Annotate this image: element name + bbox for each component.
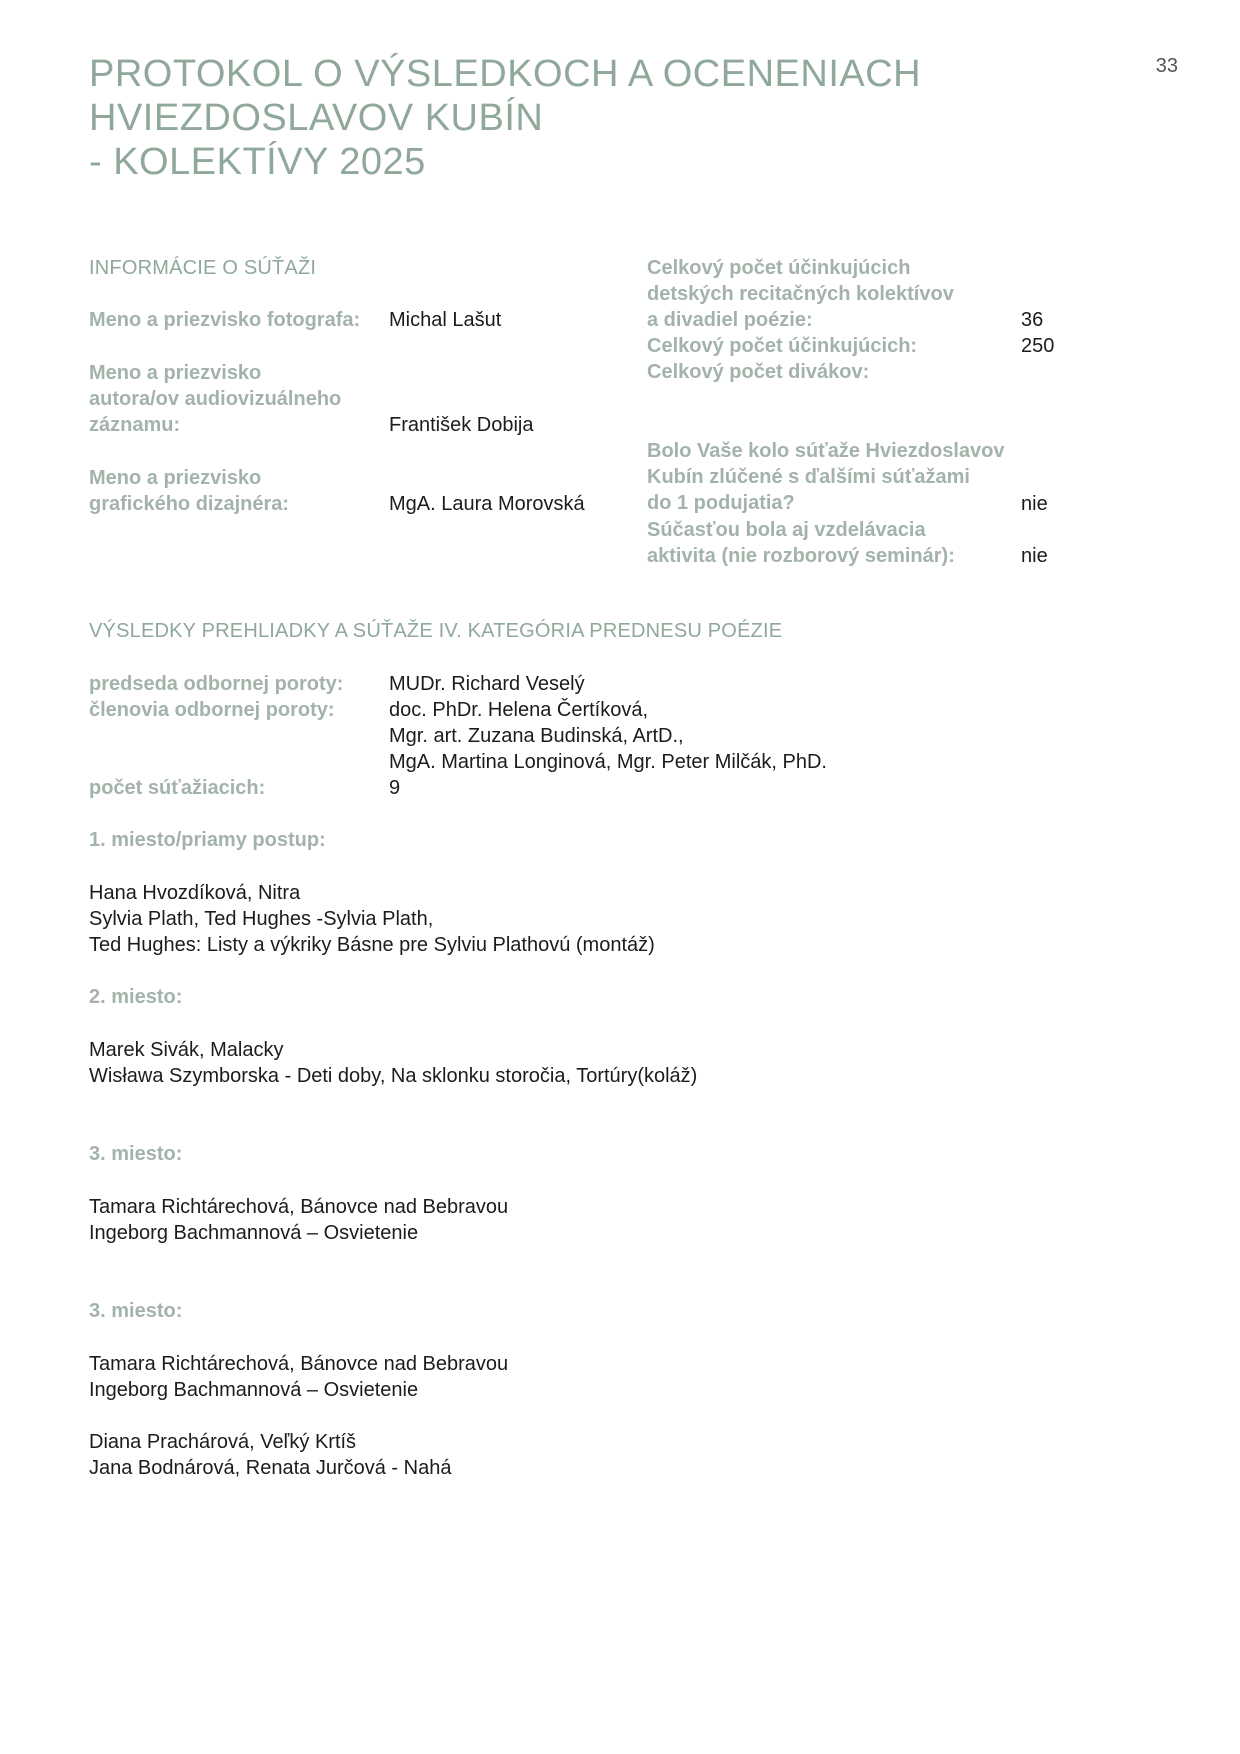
place-label: 1. miesto/priamy postup: <box>89 829 326 851</box>
page-number: 33 <box>1155 55 1178 77</box>
place-entry-line: Marek Sivák, Malacky <box>89 1039 284 1061</box>
merged-label <box>647 438 1005 516</box>
place-entry-line: Ingeborg Bachmannová – Osvietenie <box>89 1379 419 1401</box>
performers-label: Celkový počet účinkujúcich: <box>647 335 918 357</box>
jury-members-value <box>389 697 827 775</box>
photographer-value: Michal Lašut <box>389 309 502 331</box>
title-line-1: PROTOKOL O VÝSLEDKOCH A OCENENIACH <box>89 53 922 95</box>
merged-value: nie <box>1021 493 1048 515</box>
place-entry <box>89 1351 508 1403</box>
contestants-count-value: 9 <box>389 777 401 799</box>
place-entry <box>89 880 655 958</box>
place-entry-line: Diana Prachárová, Veľký Krtíš <box>89 1431 357 1453</box>
place-entry-line: Tamara Richtárechová, Bánovce nad Bebravou <box>89 1196 509 1218</box>
av-author-value: František Dobija <box>389 414 534 436</box>
photographer-label: Meno a priezvisko fotografa: <box>89 309 361 331</box>
merged-label-line: Bolo Vaše kolo súťaže Hviezdoslavov <box>647 440 1005 462</box>
merged-label-line: Kubín zlúčené s ďalšími súťažami <box>647 466 970 488</box>
place-label: 3. miesto: <box>89 1143 183 1165</box>
place-entry-line: Wisława Szymborska - Deti doby, Na sklonku storočia, Tortúry(koláž) <box>89 1065 698 1087</box>
av-author-label-line: záznamu: <box>89 414 181 436</box>
jury-chair-value: MUDr. Richard Veselý <box>389 673 585 695</box>
designer-label-line: Meno a priezvisko <box>89 467 262 489</box>
performers-value: 250 <box>1021 335 1055 357</box>
place-entry-line: Ted Hughes: Listy a výkriky Básne pre Sylviu Plathovú (montáž) <box>89 934 655 956</box>
place-entry-extra <box>89 1429 451 1481</box>
av-author-label <box>89 360 341 438</box>
collectives-label <box>647 255 954 333</box>
collectives-label-line: a divadiel poézie: <box>647 309 813 331</box>
viewers-label: Celkový počet divákov: <box>647 361 870 383</box>
education-label-line: Súčasťou bola aj vzdelávacia <box>647 519 926 541</box>
jury-member-line: MgA. Martina Longinová, Mgr. Peter Milčák, PhD. <box>389 751 827 773</box>
av-author-label-line: Meno a priezvisko <box>89 362 262 384</box>
info-heading: INFORMÁCIE O SÚŤAŽI <box>89 257 317 279</box>
place-entry-line: Hana Hvozdíková, Nitra <box>89 882 301 904</box>
designer-value: MgA. Laura Morovská <box>389 493 585 515</box>
merged-label-line: do 1 podujatia? <box>647 492 795 514</box>
designer-label <box>89 465 289 517</box>
place-entry-line: Ingeborg Bachmannová – Osvietenie <box>89 1222 419 1244</box>
place-entry-line: Sylvia Plath, Ted Hughes -Sylvia Plath, <box>89 908 434 930</box>
av-author-label-line: autora/ov audiovizuálneho <box>89 388 342 410</box>
contestants-count-label: počet súťažiacich: <box>89 777 266 799</box>
place-entry-line: Jana Bodnárová, Renata Jurčová - Nahá <box>89 1457 452 1479</box>
place-entry <box>89 1194 508 1246</box>
place-label: 3. miesto: <box>89 1300 183 1322</box>
education-label-line: aktivita (nie rozborový seminár): <box>647 545 955 567</box>
education-value: nie <box>1021 545 1048 567</box>
results-heading: VÝSLEDKY PREHLIADKY A SÚŤAŽE IV. KATEGÓRIA PREDNESU POÉZIE <box>89 620 783 642</box>
collectives-label-line: detských recitačných kolektívov <box>647 283 954 305</box>
place-label: 2. miesto: <box>89 986 183 1008</box>
designer-label-line: grafického dizajnéra: <box>89 493 290 515</box>
title-line-2: HVIEZDOSLAVOV KUBÍN <box>89 97 544 139</box>
collectives-value: 36 <box>1021 309 1044 331</box>
jury-member-line: Mgr. art. Zuzana Budinská, ArtD., <box>389 725 684 747</box>
place-entry-line: Tamara Richtárechová, Bánovce nad Bebravou <box>89 1353 509 1375</box>
title-line-3: - KOLEKTÍVY 2025 <box>89 141 426 183</box>
education-label <box>647 517 955 569</box>
jury-members-label: členovia odbornej poroty: <box>89 699 335 721</box>
place-entry <box>89 1037 697 1089</box>
collectives-label-line: Celkový počet účinkujúcich <box>647 257 911 279</box>
page-title <box>89 52 921 184</box>
jury-member-line: doc. PhDr. Helena Čertíková, <box>389 699 649 721</box>
jury-chair-label: predseda odbornej poroty: <box>89 673 344 695</box>
